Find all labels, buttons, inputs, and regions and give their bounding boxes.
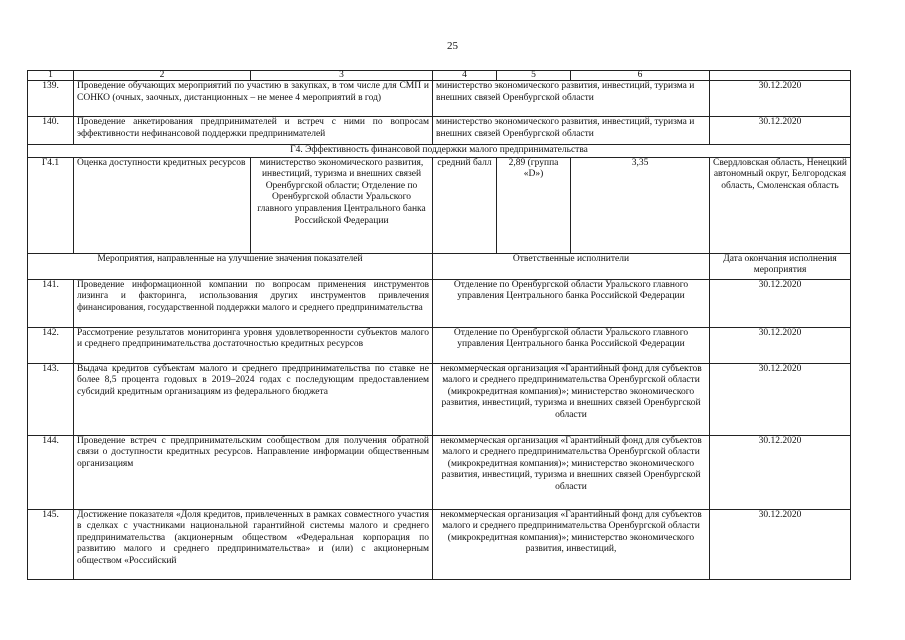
responsible-text: министерство экономического развития, инвестиций, туризма и внешних связей Оренбургской области [433,81,710,117]
responsible-text: некоммерческая организация «Гарантийный фонд для субъектов малого и среднего предпринимательства Оренбургской области (микрокредитная компания)»; министерство экономического развития, инвестиций, туризма и внешних связей Оренбургской области [433,363,710,435]
table-row [28,363,851,435]
row-number: 142. [28,327,74,363]
measure-text: Проведение встреч с предпринимательским сообществом для получения обратной связи о доступности кредитных ресурсов. Направление информации общественным организациям [74,435,433,509]
indicator-target-value: 3,35 [571,157,710,253]
deadline-date: 30.12.2020 [710,117,851,145]
responsible-text: Отделение по Оренбургской области Уральского главного управления Центрального банка Российской Федерации [433,279,710,327]
measures-header-date: Дата окончания исполнения мероприятия [710,253,851,279]
measure-text: Проведение обучающих мероприятий по участию в закупках, в том числе для СМП и СОНКО (очных, заочных, дистанционных – не менее 4 мероприятий в год) [74,81,433,117]
column-number: 4 [433,71,497,81]
column-number: 3 [251,71,433,81]
responsible-text: Отделение по Оренбургской области Уральского главного управления Центрального банка Российской Федерации [433,327,710,363]
row-number: 144. [28,435,74,509]
indicator-code: Г4.1 [28,157,74,253]
column-number: 5 [497,71,571,81]
responsible-text: министерство экономического развития, инвестиций, туризма и внешних связей Оренбургской области [433,117,710,145]
column-number: 2 [74,71,251,81]
measures-header-row [28,253,851,279]
deadline-date: 30.12.2020 [710,279,851,327]
table-row [28,327,851,363]
section-title: Г4. Эффективность финансовой поддержки малого предпринимательства [28,145,851,158]
table-row [28,435,851,509]
section-header-row [28,145,851,158]
responsible-text: некоммерческая организация «Гарантийный фонд для субъектов малого и среднего предпринимательства Оренбургской области (микрокредитная компания)»; министерство экономического развития, инвестиций, туризма и внешних связей Оренбургской области [433,435,710,509]
table-row [28,117,851,145]
page-number: 25 [447,40,458,52]
indicator-base-value: 2,89 (группа «D») [497,157,571,253]
deadline-date: 30.12.2020 [710,435,851,509]
column-number-row [28,71,851,81]
row-number: 143. [28,363,74,435]
measure-text: Проведение информационной компании по вопросам применения инструментов лизинга и факторинга, использования других инструментов привлечения финансирования, государственной поддержки малого и среднего предпринимательства [74,279,433,327]
indicator-unit: средний балл [433,157,497,253]
measure-text: Рассмотрение результатов мониторинга уровня удовлетворенности субъектов малого и среднего предпринимательства достаточностью кредитных ресурсов [74,327,433,363]
table-row [28,509,851,579]
deadline-date: 30.12.2020 [710,363,851,435]
deadline-date: 30.12.2020 [710,327,851,363]
deadline-date: 30.12.2020 [710,81,851,117]
measures-table [27,70,851,580]
indicator-regions: Свердловская область, Ненецкий автономный округ, Белгородская область, Смоленская область [710,157,851,253]
column-number [710,71,851,81]
column-number: 6 [571,71,710,81]
table-row [28,81,851,117]
indicator-name: Оценка доступности кредитных ресурсов [74,157,251,253]
row-number: 140. [28,117,74,145]
table-row [28,279,851,327]
indicator-row [28,157,851,253]
indicator-responsible: министерство экономического развития, инвестиций, туризма и внешних связей Оренбургской области; Отделение по Оренбургской области Уральского главного управления Центрального банка Российской Федерации [251,157,433,253]
measure-text: Выдача кредитов субъектам малого и среднего предпринимательства по ставке не более 8,5 процента годовых в 2019–2024 годах с последующим предоставлением субсидий кредитным организациям из федерального бюджета [74,363,433,435]
row-number: 139. [28,81,74,117]
responsible-text: некоммерческая организация «Гарантийный фонд для субъектов малого и среднего предпринимательства Оренбургской области (микрокредитная компания)»; министерство экономического развития, инвестиций, [433,509,710,579]
measures-header-title: Мероприятия, направленные на улучшение значения показателей [28,253,433,279]
row-number: 141. [28,279,74,327]
measures-header-responsible: Ответственные исполнители [433,253,710,279]
row-number: 145. [28,509,74,579]
measure-text: Проведение анкетирования предпринимателей и встреч с ними по вопросам эффективности нефинансовой поддержки предпринимателей [74,117,433,145]
column-number: 1 [28,71,74,81]
measure-text: Достижение показателя «Доля кредитов, привлеченных в рамках совместного участия в сделках с участниками национальной гарантийной системы малого и среднего предпринимательства (акционерным обществом «Федеральная корпорация по развитию малого и среднего предпринимательства» и (или) с акционерным обществом «Российский [74,509,433,579]
deadline-date: 30.12.2020 [710,509,851,579]
